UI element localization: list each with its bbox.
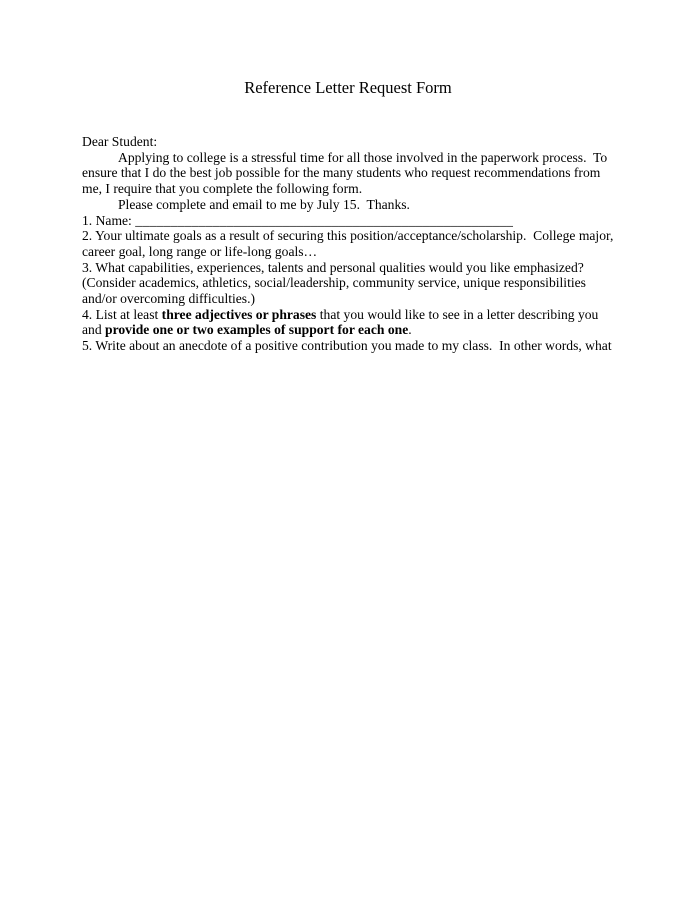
document-title: Reference Letter Request Form bbox=[244, 78, 452, 97]
question-5-anecdote: 5. Write about an anecdote of a positive contribution you made to my class. In other words, what bbox=[82, 338, 612, 354]
question-4-bold-1: three adjectives or phrases bbox=[161, 306, 317, 322]
question-4-text-1: 4. List at least bbox=[82, 306, 162, 322]
question-2-goals: 2. Your ultimate goals as a result of securing this position/acceptance/scholarship. College major, career goal, long range or life-long goals… bbox=[82, 228, 617, 259]
question-3-capabilities: 3. What capabilities, experiences, talents and personal qualities would you like emphasized? (Consider academics, athletics, social/leadership, community service, unique responsibilities and/or overcoming difficulties.) bbox=[82, 259, 590, 307]
question-4-text-3: . bbox=[408, 322, 412, 338]
question-4-bold-2: provide one or two examples of support for each one bbox=[105, 322, 409, 338]
question-4-text-2: that you would like to see in a letter describing you and bbox=[82, 306, 602, 338]
question-1-name bbox=[82, 213, 614, 229]
intro-paragraph: Applying to college is a stressful time for all those involved in the paperwork process. To ensure that I do the best job possible for the many students who request recommendations from me, I require that you complete the following form. bbox=[82, 149, 611, 197]
question-4-adjectives bbox=[82, 307, 614, 338]
letter-intro bbox=[82, 134, 614, 213]
name-blank-line: ______________________________________________________ bbox=[135, 212, 514, 228]
salutation: Dear Student: bbox=[82, 134, 158, 149]
question-1-label: 1. Name: bbox=[82, 212, 136, 228]
deadline-paragraph: Please complete and email to me by July 15. Thanks. bbox=[118, 196, 410, 212]
